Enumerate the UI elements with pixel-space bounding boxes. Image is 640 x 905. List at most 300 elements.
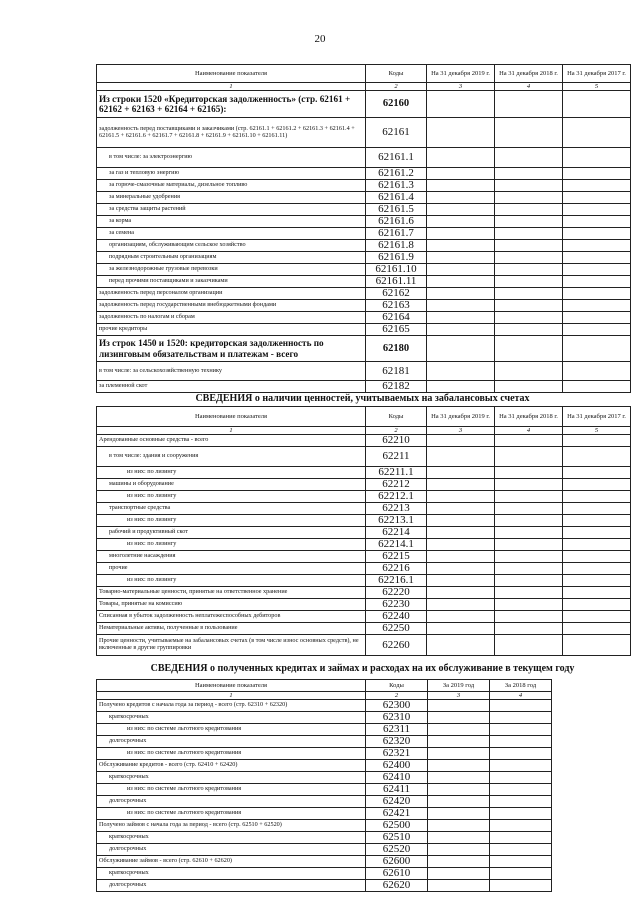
column-number: 3: [427, 83, 495, 91]
value-cell-2018[interactable]: [490, 808, 552, 820]
value-cell-2018[interactable]: [495, 611, 563, 623]
row-label: подрядным строительным организациям: [97, 252, 366, 264]
column-number: 4: [490, 692, 552, 700]
value-cell-2019[interactable]: [427, 288, 495, 300]
value-cell-2018[interactable]: [490, 772, 552, 784]
row-label: из них: по лизингу: [97, 515, 366, 527]
payables-table: [96, 64, 631, 393]
row-label: перед прочими поставщиками и заказчиками: [97, 276, 366, 288]
value-cell-2019[interactable]: [427, 300, 495, 312]
table-row: [97, 288, 631, 300]
value-cell-2018[interactable]: [495, 491, 563, 503]
row-code: 62212: [366, 479, 427, 491]
value-cell-2017[interactable]: [563, 563, 631, 575]
header-cell: Коды: [366, 680, 428, 692]
row-label: за горюче-смазочные материалы, дизельное топливо: [97, 180, 366, 192]
row-code: 62212.1: [366, 491, 427, 503]
value-cell-2019[interactable]: [427, 491, 495, 503]
value-cell-2018[interactable]: [495, 216, 563, 228]
value-cell-2018[interactable]: [490, 796, 552, 808]
table-row: [97, 635, 631, 656]
value-cell-2017[interactable]: [563, 168, 631, 180]
table-row: [97, 784, 552, 796]
value-cell-2018[interactable]: [495, 264, 563, 276]
row-code: 62260: [366, 635, 427, 656]
value-cell-2018[interactable]: [495, 276, 563, 288]
table-row: [97, 868, 552, 880]
header-cell: Коды: [366, 65, 427, 83]
row-label: долгосрочных: [97, 736, 366, 748]
table-row: [97, 772, 552, 784]
value-cell-2019[interactable]: [428, 760, 490, 772]
row-code: 62161.10: [366, 264, 427, 276]
value-cell-2019[interactable]: [427, 599, 495, 611]
row-label: из них: по системе льготного кредитования: [97, 724, 366, 736]
value-cell-2017[interactable]: [563, 324, 631, 336]
value-cell-2017[interactable]: [563, 362, 631, 381]
value-cell-2017[interactable]: [563, 192, 631, 204]
value-cell-2017[interactable]: [563, 91, 631, 118]
row-code: 62162: [366, 288, 427, 300]
table-row: [97, 228, 631, 240]
header-cell: На 31 декабря 2017 г.: [563, 65, 631, 83]
value-cell-2017[interactable]: [563, 575, 631, 587]
value-cell-2018[interactable]: [495, 575, 563, 587]
row-label: за семена: [97, 228, 366, 240]
table-row: [97, 479, 631, 491]
value-cell-2018[interactable]: [495, 180, 563, 192]
row-code: 62161.2: [366, 168, 427, 180]
value-cell-2017[interactable]: [563, 515, 631, 527]
value-cell-2018[interactable]: [495, 91, 563, 118]
row-label: в том числе: за сельскохозяйственную технику: [97, 362, 366, 381]
column-number: 1: [97, 692, 366, 700]
value-cell-2017[interactable]: [563, 503, 631, 515]
table-row: [97, 724, 552, 736]
row-label: рабочий и продуктивный скот: [97, 527, 366, 539]
value-cell-2017[interactable]: [563, 551, 631, 563]
row-code: 62216.1: [366, 575, 427, 587]
value-cell-2019[interactable]: [428, 724, 490, 736]
credits-table: [96, 679, 552, 892]
table-row: [97, 148, 631, 168]
value-cell-2018[interactable]: [495, 635, 563, 656]
value-cell-2017[interactable]: [563, 623, 631, 635]
value-cell-2019[interactable]: [427, 336, 495, 362]
value-cell-2019[interactable]: [427, 148, 495, 168]
value-cell-2017[interactable]: [563, 599, 631, 611]
row-code: 62161.4: [366, 192, 427, 204]
value-cell-2019[interactable]: [428, 832, 490, 844]
value-cell-2017[interactable]: [563, 635, 631, 656]
value-cell-2018[interactable]: [490, 844, 552, 856]
value-cell-2017[interactable]: [563, 216, 631, 228]
value-cell-2019[interactable]: [427, 252, 495, 264]
row-label: краткосрочных: [97, 868, 366, 880]
value-cell-2017[interactable]: [563, 228, 631, 240]
row-code: 62214.1: [366, 539, 427, 551]
value-cell-2019[interactable]: [428, 856, 490, 868]
table-row: [97, 336, 631, 362]
table-row: [97, 503, 631, 515]
value-cell-2018[interactable]: [495, 192, 563, 204]
value-cell-2019[interactable]: [427, 587, 495, 599]
value-cell-2018[interactable]: [490, 712, 552, 724]
value-cell-2019[interactable]: [428, 796, 490, 808]
value-cell-2017[interactable]: [563, 336, 631, 362]
row-label: за средства защиты растений: [97, 204, 366, 216]
value-cell-2018[interactable]: [495, 563, 563, 575]
table-row: [97, 447, 631, 467]
row-label: Товарно-материальные ценности, принятые на ответственное хранение: [97, 587, 366, 599]
value-cell-2018[interactable]: [490, 700, 552, 712]
value-cell-2019[interactable]: [427, 611, 495, 623]
row-code: 62213: [366, 503, 427, 515]
value-cell-2019[interactable]: [427, 362, 495, 381]
row-code: 62163: [366, 300, 427, 312]
row-label: Обслуживание займов - всего (стр. 62610 + 62620): [97, 856, 366, 868]
value-cell-2018[interactable]: [495, 118, 563, 148]
table-row: [97, 204, 631, 216]
value-cell-2019[interactable]: [427, 467, 495, 479]
table-row: [97, 91, 631, 118]
table-row: [97, 180, 631, 192]
table-row: [97, 760, 552, 772]
header-cell: За 2018 год: [490, 680, 552, 692]
row-label: за железнодорожные грузовые перевозки: [97, 264, 366, 276]
table-row: [97, 381, 631, 393]
value-cell-2018[interactable]: [495, 479, 563, 491]
value-cell-2019[interactable]: [428, 736, 490, 748]
value-cell-2018[interactable]: [490, 832, 552, 844]
value-cell-2019[interactable]: [427, 575, 495, 587]
value-cell-2018[interactable]: [495, 312, 563, 324]
row-code: 62161.3: [366, 180, 427, 192]
value-cell-2019[interactable]: [427, 563, 495, 575]
row-label: Получено кредитов с начала года за период - всего (стр. 62310 + 62320): [97, 700, 366, 712]
table-row: [97, 252, 631, 264]
column-number: 4: [495, 427, 563, 435]
header-cell: Наименование показателя: [97, 65, 366, 83]
value-cell-2017[interactable]: [563, 479, 631, 491]
value-cell-2019[interactable]: [428, 880, 490, 892]
value-cell-2018[interactable]: [495, 527, 563, 539]
value-cell-2017[interactable]: [563, 264, 631, 276]
value-cell-2018[interactable]: [495, 515, 563, 527]
table-row: [97, 539, 631, 551]
value-cell-2017[interactable]: [563, 240, 631, 252]
value-cell-2018[interactable]: [490, 880, 552, 892]
table-row: [97, 832, 552, 844]
value-cell-2019[interactable]: [427, 635, 495, 656]
table-row: [97, 587, 631, 599]
row-code: 62215: [366, 551, 427, 563]
row-code: 62250: [366, 623, 427, 635]
row-label: из них: по лизингу: [97, 575, 366, 587]
table-row: [97, 820, 552, 832]
table-row: [97, 467, 631, 479]
value-cell-2018[interactable]: [495, 551, 563, 563]
value-cell-2018[interactable]: [495, 240, 563, 252]
value-cell-2019[interactable]: [427, 435, 495, 447]
row-label: Товары, принятые на комиссию: [97, 599, 366, 611]
value-cell-2018[interactable]: [495, 300, 563, 312]
row-code: 62214: [366, 527, 427, 539]
value-cell-2019[interactable]: [427, 276, 495, 288]
row-label: из них: по лизингу: [97, 491, 366, 503]
value-cell-2019[interactable]: [428, 772, 490, 784]
row-code: 62160: [366, 91, 427, 118]
header-cell: Наименование показателя: [97, 680, 366, 692]
table-row: [97, 192, 631, 204]
value-cell-2019[interactable]: [427, 204, 495, 216]
row-code: 62411: [366, 784, 428, 796]
row-code: 62520: [366, 844, 428, 856]
header-cell: На 31 декабря 2017 г.: [563, 407, 631, 427]
value-cell-2018[interactable]: [490, 724, 552, 736]
table-row: [97, 312, 631, 324]
value-cell-2017[interactable]: [563, 288, 631, 300]
header-cell: На 31 декабря 2019 г.: [427, 65, 495, 83]
table-row: [97, 575, 631, 587]
value-cell-2019[interactable]: [427, 192, 495, 204]
value-cell-2017[interactable]: [563, 587, 631, 599]
value-cell-2018[interactable]: [495, 288, 563, 300]
table-row: [97, 623, 631, 635]
value-cell-2017[interactable]: [563, 276, 631, 288]
column-number: 1: [97, 427, 366, 435]
row-label: прочие кредиторы: [97, 324, 366, 336]
value-cell-2019[interactable]: [427, 228, 495, 240]
row-label: в том числе: за электроэнергию: [97, 148, 366, 168]
value-cell-2017[interactable]: [563, 491, 631, 503]
value-cell-2018[interactable]: [490, 868, 552, 880]
table-row: [97, 362, 631, 381]
row-code: 62500: [366, 820, 428, 832]
column-number: 3: [428, 692, 490, 700]
value-cell-2019[interactable]: [427, 527, 495, 539]
row-code: 62510: [366, 832, 428, 844]
value-cell-2019[interactable]: [428, 712, 490, 724]
column-number-row: [97, 427, 631, 435]
table-row: [97, 700, 552, 712]
value-cell-2017[interactable]: [563, 539, 631, 551]
row-code: 62161: [366, 118, 427, 148]
table-row: [97, 491, 631, 503]
row-code: 62213.1: [366, 515, 427, 527]
value-cell-2019[interactable]: [428, 748, 490, 760]
row-label: за племенной скот: [97, 381, 366, 393]
value-cell-2018[interactable]: [490, 760, 552, 772]
value-cell-2019[interactable]: [427, 551, 495, 563]
value-cell-2019[interactable]: [428, 784, 490, 796]
value-cell-2019[interactable]: [427, 216, 495, 228]
value-cell-2019[interactable]: [428, 844, 490, 856]
value-cell-2018[interactable]: [495, 252, 563, 264]
row-code: 62211.1: [366, 467, 427, 479]
row-label: задолженность по налогам и сборам: [97, 312, 366, 324]
value-cell-2018[interactable]: [495, 336, 563, 362]
column-number: 2: [366, 83, 427, 91]
row-code: 62210: [366, 435, 427, 447]
row-label: краткосрочных: [97, 772, 366, 784]
value-cell-2019[interactable]: [428, 808, 490, 820]
value-cell-2018[interactable]: [495, 148, 563, 168]
header-row: [97, 65, 631, 83]
value-cell-2019[interactable]: [428, 700, 490, 712]
value-cell-2017[interactable]: [563, 118, 631, 148]
value-cell-2019[interactable]: [427, 503, 495, 515]
value-cell-2019[interactable]: [427, 312, 495, 324]
row-label: организациям, обслуживающим сельское хозяйство: [97, 240, 366, 252]
value-cell-2018[interactable]: [495, 362, 563, 381]
row-label: краткосрочных: [97, 712, 366, 724]
table-row: [97, 118, 631, 148]
value-cell-2019[interactable]: [427, 447, 495, 467]
value-cell-2018[interactable]: [495, 381, 563, 393]
row-code: 62161.8: [366, 240, 427, 252]
table-row: [97, 563, 631, 575]
table-row: [97, 276, 631, 288]
value-cell-2018[interactable]: [495, 503, 563, 515]
table-row: [97, 611, 631, 623]
value-cell-2018[interactable]: [490, 748, 552, 760]
row-code: 62161.1: [366, 148, 427, 168]
section-title-credits: СВЕДЕНИЯ о полученных кредитах и займах и расходах на их обслуживание в текущем году: [150, 663, 575, 674]
value-cell-2019[interactable]: [427, 324, 495, 336]
page-number: 20: [314, 33, 326, 45]
table-row: [97, 796, 552, 808]
value-cell-2018[interactable]: [490, 820, 552, 832]
value-cell-2019[interactable]: [427, 264, 495, 276]
column-number: 2: [366, 692, 428, 700]
value-cell-2019[interactable]: [428, 868, 490, 880]
value-cell-2018[interactable]: [495, 539, 563, 551]
row-label: долгосрочных: [97, 844, 366, 856]
header-cell: На 31 декабря 2018 г.: [495, 65, 563, 83]
value-cell-2018[interactable]: [495, 435, 563, 447]
value-cell-2018[interactable]: [495, 587, 563, 599]
row-code: 62211: [366, 447, 427, 467]
row-label: Обслуживание кредитов - всего (стр. 62410 + 62420): [97, 760, 366, 772]
value-cell-2019[interactable]: [427, 168, 495, 180]
value-cell-2017[interactable]: [563, 527, 631, 539]
value-cell-2018[interactable]: [495, 623, 563, 635]
value-cell-2019[interactable]: [427, 515, 495, 527]
row-label: из них: по системе льготного кредитования: [97, 748, 366, 760]
row-code: 62161.7: [366, 228, 427, 240]
value-cell-2018[interactable]: [490, 856, 552, 868]
value-cell-2018[interactable]: [490, 784, 552, 796]
row-code: 62321: [366, 748, 428, 760]
row-label: долгосрочных: [97, 880, 366, 892]
row-label: за газ и тепловую энергию: [97, 168, 366, 180]
table-row: [97, 551, 631, 563]
row-code: 62180: [366, 336, 427, 362]
header-row: [97, 680, 552, 692]
value-cell-2019[interactable]: [427, 381, 495, 393]
value-cell-2017[interactable]: [563, 180, 631, 192]
column-number: 1: [97, 83, 366, 91]
table-row: [97, 736, 552, 748]
value-cell-2017[interactable]: [563, 148, 631, 168]
column-number: 5: [563, 83, 631, 91]
row-code: 62310: [366, 712, 428, 724]
table-row: [97, 856, 552, 868]
value-cell-2019[interactable]: [427, 479, 495, 491]
table-row: [97, 844, 552, 856]
row-code: 62300: [366, 700, 428, 712]
row-label: многолетние насаждения: [97, 551, 366, 563]
row-code: 62161.5: [366, 204, 427, 216]
value-cell-2017[interactable]: [563, 611, 631, 623]
value-cell-2018[interactable]: [495, 467, 563, 479]
row-label: Арендованные основные средства - всего: [97, 435, 366, 447]
value-cell-2017[interactable]: [563, 312, 631, 324]
table-row: [97, 216, 631, 228]
value-cell-2019[interactable]: [427, 180, 495, 192]
table-row: [97, 300, 631, 312]
value-cell-2018[interactable]: [495, 599, 563, 611]
value-cell-2017[interactable]: [563, 381, 631, 393]
row-code: 62311: [366, 724, 428, 736]
value-cell-2018[interactable]: [495, 204, 563, 216]
row-label: транспортные средства: [97, 503, 366, 515]
row-code: 62164: [366, 312, 427, 324]
header-cell: Наименование показателя: [97, 407, 366, 427]
row-label: Из строк 1450 и 1520: кредиторская задолженность по лизинговым обязательствам и платежам - всего: [97, 336, 366, 362]
row-label: задолженность перед персоналом организации: [97, 288, 366, 300]
value-cell-2019[interactable]: [427, 91, 495, 118]
value-cell-2017[interactable]: [563, 252, 631, 264]
value-cell-2017[interactable]: [563, 447, 631, 467]
table-row: [97, 264, 631, 276]
value-cell-2018[interactable]: [495, 447, 563, 467]
value-cell-2019[interactable]: [427, 118, 495, 148]
header-cell: На 31 декабря 2019 г.: [427, 407, 495, 427]
row-label: Прочие ценности, учитываемые на забалансовых счетах (в том числе износ основных средств), не включенные в другие группировки: [97, 635, 366, 656]
off-balance-table: [96, 406, 631, 656]
table-row: [97, 808, 552, 820]
row-code: 62410: [366, 772, 428, 784]
row-code: 62421: [366, 808, 428, 820]
row-label: прочие: [97, 563, 366, 575]
table-row: [97, 748, 552, 760]
value-cell-2018[interactable]: [495, 228, 563, 240]
table-row: [97, 240, 631, 252]
value-cell-2019[interactable]: [428, 820, 490, 832]
value-cell-2019[interactable]: [427, 623, 495, 635]
value-cell-2017[interactable]: [563, 435, 631, 447]
table-row: [97, 168, 631, 180]
table-row: [97, 599, 631, 611]
value-cell-2017[interactable]: [563, 467, 631, 479]
row-label: краткосрочных: [97, 832, 366, 844]
value-cell-2018[interactable]: [490, 736, 552, 748]
row-label: за минеральные удобрения: [97, 192, 366, 204]
value-cell-2018[interactable]: [495, 168, 563, 180]
row-label: из них: по системе льготного кредитования: [97, 808, 366, 820]
value-cell-2017[interactable]: [563, 300, 631, 312]
row-code: 62165: [366, 324, 427, 336]
value-cell-2018[interactable]: [495, 324, 563, 336]
value-cell-2019[interactable]: [427, 240, 495, 252]
value-cell-2017[interactable]: [563, 204, 631, 216]
column-number: 4: [495, 83, 563, 91]
column-number: 2: [366, 427, 427, 435]
value-cell-2019[interactable]: [427, 539, 495, 551]
row-code: 62220: [366, 587, 427, 599]
